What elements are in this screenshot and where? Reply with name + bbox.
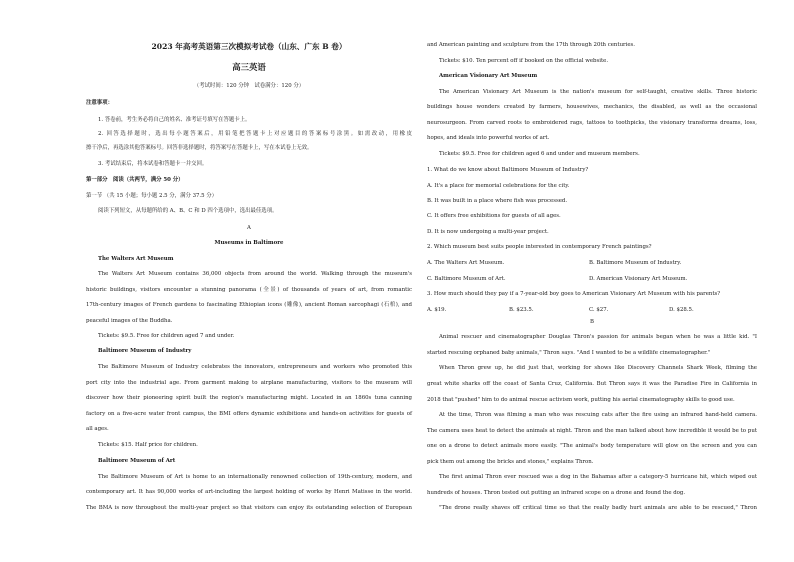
passage-b-p3-line1: At the time, Thron was filming a man who was rescuing cats after the fire using an infrared hand-held camera. [439, 412, 757, 418]
passage-b-p2-line2: great white sharks off the coast of Santa Cruz, California. But Thron says it was the Paradise Fire in California in [427, 381, 757, 387]
art-museum-tickets: Tickets: $10. Ten percent off if booked on the official website. [439, 58, 609, 64]
industry-line-5: all ages. [86, 426, 109, 432]
art-museum-line-4: and American painting and sculpture from the 17th through 20th centuries. [427, 42, 636, 48]
notes-heading: 注意事项： [86, 100, 113, 106]
art-museum-line-2: contemporary art. It has 90,000 works of art-including the largest holding of works by Henri Matisse in the world. [86, 489, 412, 495]
art-museum-heading: Baltimore Museum of Art [98, 458, 176, 464]
exam-subtitle: 高三英语 [232, 62, 266, 72]
exam-title: 2023 年高考英语第三次模拟考试卷（山东、广东 B 卷） [151, 42, 347, 51]
visionary-tickets: Tickets: $9.5. Free for children aged 6 and under and museum members. [439, 151, 640, 157]
note-2-line1: 2. 回答选择题时，选出每小题答案后，用铅笔把答题卡上对应题目的答案标号涂黑。如需改动，用橡皮 [98, 131, 412, 137]
industry-heading: Baltimore Museum of Industry [98, 348, 192, 354]
question-3: 3. How much should they pay if a 7-year-old boy goes to American Visionary Art Museum with his parents? [427, 291, 721, 297]
passage-a-letter: A [247, 225, 251, 231]
question-1-option-d: D. It is now undergoing a multi-year project. [427, 229, 549, 235]
passage-b-p2-line3: 2018 that "pushed" him to do animal rescue activism work, putting his aerial cinematography skills to good use. [427, 397, 735, 403]
visionary-line-4: hopes, and ideals into powerful works of art. [427, 135, 550, 141]
question-3-option-c: C. $27. [589, 307, 609, 313]
passage-b-p1-line1: Animal rescuer and cinematographer Douglas Thron's passion for animals began when he was a little kid. "I [439, 334, 757, 340]
passage-b-p1-line2: started rescuing orphaned baby animals," Thron says. "And I wanted to be a wildlife cinematographer." [427, 350, 711, 356]
question-1-option-b: B. It was built in a place where fish was processed. [427, 198, 568, 204]
passage-b-p4-line1: The first animal Thron ever rescued was a dog in the Bahamas after a category-5 hurricane hit, which wiped out [439, 474, 757, 480]
question-1-option-a: A. It's a place for memorial celebrations for the city. [427, 183, 570, 189]
visionary-line-2: buildings house wonders created by farmers, housewives, mechanics, the disabled, as well as the occasional [427, 104, 757, 110]
walters-line-1: The Walters Art Museum contains 36,000 objects from around the world. Walking through the museum's [98, 271, 412, 277]
walters-tickets: Tickets: $9.5. Free for children aged 7 and under. [98, 333, 235, 339]
visionary-heading: American Visionary Art Museum [439, 73, 538, 79]
passage-a-title: Museums in Baltimore [214, 240, 284, 246]
art-museum-line-3: The BMA is now throughout the multi-year project so that visitors can enjoy its outstanding selection of European [86, 505, 412, 511]
question-1-option-c: C. It offers free exhibitions for guests of all ages. [427, 213, 561, 219]
instruction: 阅读下列短文，从每题所给的 A、B、C 和 D 四个选项中，选出最佳选项。 [98, 208, 278, 214]
question-3-option-a: A. $19. [427, 307, 447, 313]
art-museum-line-1: The Baltimore Museum of Art is home to an internationally renowned collection of 19th-century, modern, and [98, 474, 412, 480]
passage-b-p2-line1: When Thron grew up, he did just that, working for shows like Discovery Channels Shark Week, filming the [439, 365, 757, 371]
question-1: 1. What do we know about Baltimore Museum of Industry? [427, 167, 589, 173]
industry-line-2: port city into the industrial age. From garment making to airplane manufacturing, visitors to the museum will [86, 380, 412, 386]
passage-b-p4-line2: hundreds of houses. Thron tested out putting an infrared scope on a drone and found the dog. [427, 490, 686, 496]
question-2-option-c: C. Baltimore Museum of Art. [427, 276, 506, 282]
question-3-option-b: B. $23.5. [509, 307, 534, 313]
passage-b-p3-line4: pick them out among the bricks and stones," explains Thron. [427, 459, 594, 465]
industry-tickets: Tickets: $15. Half price for children. [98, 442, 198, 448]
section-one-heading: 第一节 （共 15 小题；每小题 2.5 分，满分 37.5 分） [86, 193, 218, 199]
passage-b-letter: B [590, 319, 594, 325]
industry-line-4: factory on a five-acre water front campus, the BMI offers dynamic exhibitions and hands-on activities for guests of [86, 411, 412, 417]
walters-heading: The Walters Art Museum [98, 256, 174, 262]
passage-b-p5-line1: "The drone really shaves off critical time so that the really badly hurt animals are able to be rescued," Thron [439, 505, 757, 511]
visionary-line-3: neurosurgeon. From carved roots to embroidered rags, tattoos to toothpicks, the visionary transforms dreams, loss, [427, 120, 757, 126]
note-3: 3. 考试结束后，将本试卷和答题卡一并交回。 [98, 161, 208, 167]
note-2-line2: 擦干净后，再选涂其他答案标号。回答非选择题时，将答案写在答题卡上，写在本试卷上无效。 [86, 145, 313, 151]
part-one-heading: 第一部分 阅读（共两节，满分 50 分） [86, 177, 184, 183]
question-2-option-a: A. The Walters Art Museum. [427, 260, 505, 266]
question-3-option-d: D. $28.5. [669, 307, 694, 313]
passage-b-p3-line2: The camera uses heat to detect the animals at night. Thron and the man talked about how incredible it would be to put [427, 428, 757, 434]
walters-line-3: 17th-century images of French gardens to fascinating Ethiopian icons (雕像), ancient Roman sarcophagi (石棺), and [86, 302, 412, 308]
question-2-option-d: D. American Visionary Art Museum. [589, 276, 688, 282]
industry-line-3: discover how their pioneering spirit built the region's manufacturing might. Located in an 1860s tuna canning [86, 395, 412, 401]
walters-line-2: historic buildings, visitors encounter a stunning panorama (全景) of thousands of years of art, from romantic [86, 287, 412, 293]
visionary-line-1: The American Visionary Art Museum is the nation's museum for self-taught, creative skills. Three historic [439, 89, 757, 95]
question-2-option-b: B. Baltimore Museum of Industry. [589, 260, 682, 266]
note-1: 1. 答卷前，考生务必将自己的姓名、准考证号填写在答题卡上。 [98, 117, 251, 123]
question-2: 2. Which museum best suits people interested in contemporary French paintings? [427, 244, 652, 250]
industry-line-1: The Baltimore Museum of Industry celebrates the innovators, entrepreneurs and workers who promoted this [98, 364, 412, 370]
passage-b-p3-line3: one on a drone to detect animals more easily. "The animal's body temperature will glow on the screen and you can [427, 443, 757, 449]
walters-line-4: peaceful images of the Buddha. [86, 318, 173, 324]
exam-info: （考试时间：120 分钟 试卷满分：120 分） [193, 83, 305, 89]
